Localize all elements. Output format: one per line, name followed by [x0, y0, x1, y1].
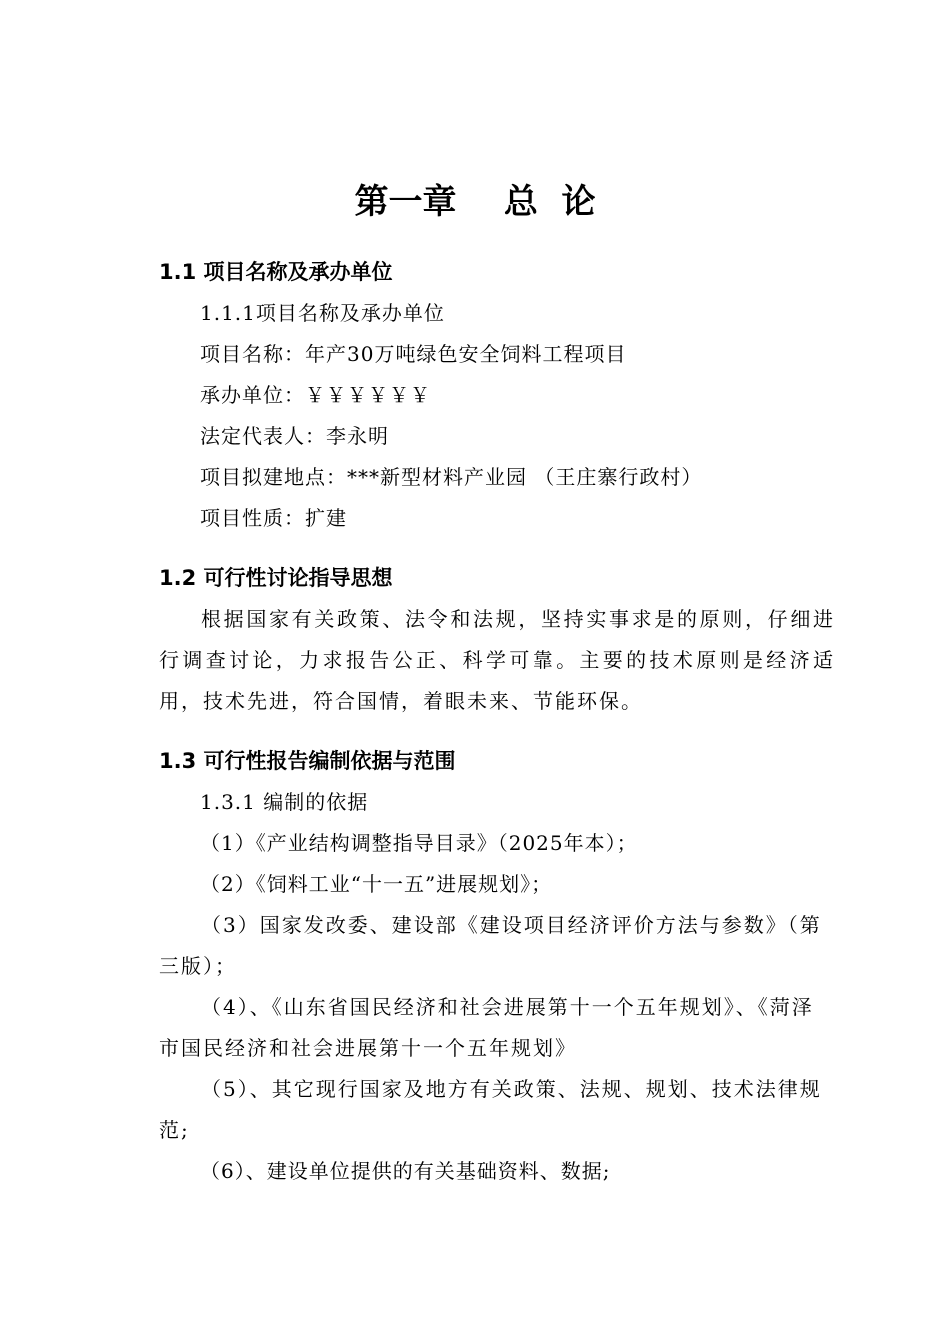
- section-heading-1-3: 1.3 可行性报告编制依据与范围: [159, 749, 456, 773]
- basis-item-2: （2）《饲料工业“十一五”进展规划》；: [200, 872, 553, 896]
- section-heading-1-1: 1.1 项目名称及承办单位: [159, 260, 393, 284]
- basis-item-6: （6）、建设单位提供的有关基础资料、数据;: [200, 1159, 611, 1183]
- chapter-title: 第一章 总 论: [354, 182, 596, 222]
- basis-item-3: （3）国家发改委、建设部《建设项目经济评价方法与参数》（第三版）；: [159, 913, 822, 978]
- section-heading-1-2: 1.2 可行性讨论指导思想: [159, 566, 393, 590]
- guiding-principle-paragraph: 根据国家有关政策、法令和法规，坚持实事求是的原则，仔细进行调查讨论，力求报告公正、科学可靠。主要的技术原则是经济适用，技术先进，符合国情，着眼未来、节能环保。: [159, 607, 835, 713]
- site-line: 项目拟建地点：***新型材料产业园 （王庄寨行政村）: [200, 465, 703, 489]
- subsection-1-3-1: 1.3.1 编制的依据: [200, 790, 369, 814]
- nature-line: 项目性质：扩建: [200, 506, 347, 530]
- organizer-line: 承办单位：￥￥￥￥￥￥: [200, 383, 431, 407]
- basis-item-4: （4）、《山东省国民经济和社会进展第十一个五年规划》、《菏泽市国民经济和社会进展第十一个五年规划》: [159, 995, 814, 1060]
- subsection-1-1-1: 1.1.1项目名称及承办单位: [200, 301, 445, 325]
- legal-rep-line: 法定代表人：李永明: [200, 424, 389, 448]
- basis-item-1: （1）《产业结构调整指导目录》（2025年本）；: [200, 831, 638, 855]
- project-name-line: 项目名称：年产30万吨绿色安全饲料工程项目: [200, 342, 627, 366]
- basis-item-5: （5）、其它现行国家及地方有关政策、法规、规划、技术法律规范;: [159, 1077, 822, 1142]
